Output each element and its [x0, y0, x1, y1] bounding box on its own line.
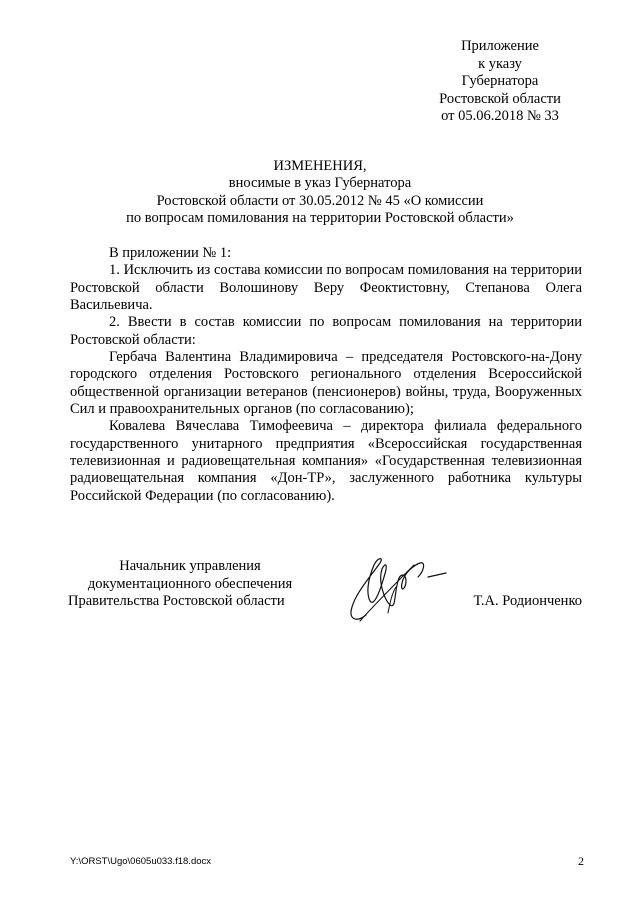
body-item-2: 2. Ввести в состав комиссии по вопросам помилования на территории Ростовской области:	[70, 314, 582, 348]
position-line: Начальник управления	[119, 558, 261, 574]
signatory-name: Т.А. Родионченко	[473, 593, 582, 609]
body-item-1: 1. Исключить из состава комиссии по вопросам помилования на территории Ростовской области Волошинову Веру Феоктистовну, Степанова Олега Васильевича.	[70, 262, 582, 314]
handwritten-signature	[336, 543, 456, 633]
document-title	[60, 158, 580, 228]
annex-line: Ростовской области	[439, 90, 561, 107]
position-line: документационного обеспечения	[87, 575, 293, 592]
document-body	[70, 245, 582, 505]
position-line: Правительства Ростовской области	[68, 593, 285, 610]
page-number: 2	[578, 854, 584, 868]
title-line: по вопросам помилования на территории Ростовской области»	[126, 210, 514, 227]
body-person-2: Ковалева Вячеслава Тимофеевича – директора филиала федерального государственного унитарного предприятия «Всероссийская государственная телевизионная и радиовещательная компания» «Государственная телевизионная радиовещательная компания «Дон-ТР», заслуженного работника культуры Российской Федерации (по согласованию).	[70, 418, 582, 504]
signatory-position	[68, 558, 312, 611]
annex-header	[420, 38, 580, 126]
title-heading: ИЗМЕНЕНИЯ,	[273, 158, 367, 174]
footer-file-path: Y:\ORST\Ugo\0605u033.f18.docx	[70, 856, 212, 867]
annex-line: от 05.06.2018 № 33	[441, 108, 559, 125]
body-intro: В приложении № 1:	[109, 245, 232, 261]
annex-line: Приложение	[461, 38, 539, 54]
annex-line: к указу	[478, 55, 522, 72]
title-line: Ростовской области от 30.05.2012 № 45 «О комиссии	[156, 192, 484, 209]
body-person-1: Гербача Валентина Владимировича – председателя Ростовского-на-Дону городского отделения Ростовского регионального отделения Всероссийской общественной организации ветеранов (пенсионеров) войны, труда, Вооруженных Сил и правоохранительных органов (по согласованию);	[70, 349, 582, 418]
title-line: вносимые в указ Губернатора	[228, 175, 412, 192]
annex-line: Губернатора	[461, 73, 539, 90]
